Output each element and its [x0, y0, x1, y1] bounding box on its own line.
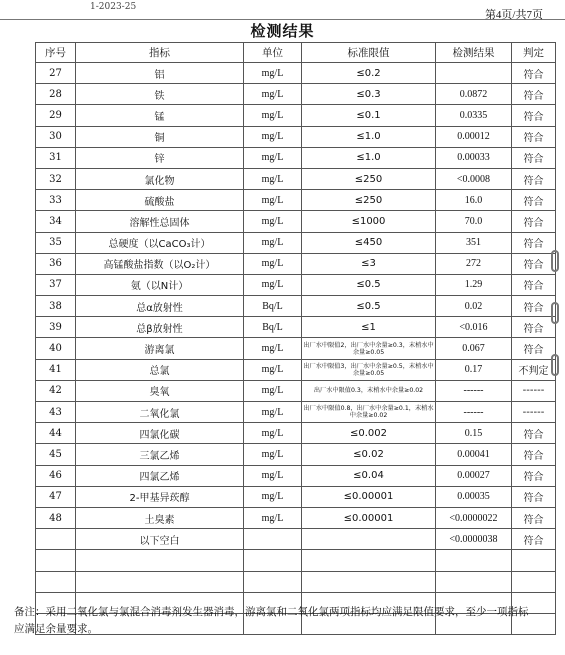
limit-cell: ≤0.1: [302, 105, 436, 126]
limit-cell: 出厂水中限值2，出厂水中余量≥0.3，末梢水中余量≥0.05: [302, 338, 436, 359]
indicator-cell: 游离氯: [76, 338, 244, 359]
limit-cell: ≤1000: [302, 211, 436, 232]
row-number-cell: [36, 550, 76, 571]
table-row: [36, 338, 556, 359]
row-number-cell: 42: [36, 380, 76, 401]
result-cell: 1.29: [436, 274, 512, 295]
row-number-cell: 39: [36, 317, 76, 338]
limit-cell: ≤0.5: [302, 296, 436, 317]
indicator-cell: 总硬度（以CaCO₃计）: [76, 232, 244, 253]
unit-cell: mg/L: [244, 507, 302, 528]
page-indicator: 第4页/共7页: [484, 9, 543, 21]
table-row: [36, 190, 556, 211]
unit-cell: Bq/L: [244, 317, 302, 338]
unit-cell: mg/L: [244, 465, 302, 486]
row-number-cell: 45: [36, 444, 76, 465]
table-row: [36, 63, 556, 84]
row-number-cell: 47: [36, 486, 76, 507]
result-cell: <0.016: [436, 317, 512, 338]
result-cell: 16.0: [436, 190, 512, 211]
row-number-cell: 34: [36, 211, 76, 232]
judgment-cell: 符合: [512, 317, 556, 338]
table-row: [36, 317, 556, 338]
result-cell: 272: [436, 253, 512, 274]
unit-cell: mg/L: [244, 423, 302, 444]
indicator-cell: [76, 550, 244, 571]
result-cell: <0.0000038: [436, 529, 512, 550]
result-cell: 0.00027: [436, 465, 512, 486]
unit-cell: [244, 529, 302, 550]
judgment-cell: 符合: [512, 147, 556, 168]
judgment-cell: 不判定: [512, 359, 556, 380]
judgment-cell: 符合: [512, 465, 556, 486]
page-title: 检测结果: [250, 22, 315, 40]
result-cell: 0.00041: [436, 444, 512, 465]
seal-stamp-edge: [551, 250, 563, 380]
table-row: [36, 465, 556, 486]
result-cell: <0.0000022: [436, 507, 512, 528]
judgment-cell: 符合: [512, 63, 556, 84]
indicator-cell: 总β放射性: [76, 317, 244, 338]
limit-cell: ≤0.002: [302, 423, 436, 444]
judgment-cell: 符合: [512, 211, 556, 232]
table-row: [36, 571, 556, 592]
row-number-cell: 32: [36, 168, 76, 189]
unit-cell: mg/L: [244, 84, 302, 105]
row-number-cell: 37: [36, 274, 76, 295]
row-number-cell: 33: [36, 190, 76, 211]
indicator-cell: 三氯乙烯: [76, 444, 244, 465]
limit-cell: ≤1.0: [302, 147, 436, 168]
judgment-cell: ------: [512, 380, 556, 401]
table-row: [36, 126, 556, 147]
result-cell: [436, 550, 512, 571]
unit-cell: mg/L: [244, 168, 302, 189]
limit-cell: ≤3: [302, 253, 436, 274]
result-cell: 0.0335: [436, 105, 512, 126]
limit-cell: [302, 550, 436, 571]
row-number-cell: 29: [36, 105, 76, 126]
judgment-cell: 符合: [512, 168, 556, 189]
result-cell: 0.02: [436, 296, 512, 317]
judgment-cell: 符合: [512, 507, 556, 528]
table-row: [36, 105, 556, 126]
indicator-cell: 总氯: [76, 359, 244, 380]
row-number-cell: 35: [36, 232, 76, 253]
unit-cell: mg/L: [244, 232, 302, 253]
indicator-cell: 铝: [76, 63, 244, 84]
unit-cell: mg/L: [244, 486, 302, 507]
unit-cell: Bq/L: [244, 296, 302, 317]
judgment-cell: [512, 550, 556, 571]
unit-cell: [244, 550, 302, 571]
row-number-cell: 28: [36, 84, 76, 105]
unit-cell: [244, 571, 302, 592]
result-cell: <0.0008: [436, 168, 512, 189]
table-row: [36, 359, 556, 380]
table-row: [36, 168, 556, 189]
column-header-indicator: 指标: [76, 43, 244, 63]
unit-cell: mg/L: [244, 190, 302, 211]
table-row: [36, 402, 556, 423]
unit-cell: mg/L: [244, 338, 302, 359]
indicator-cell: 四氯化碳: [76, 423, 244, 444]
limit-cell: 出厂水中限值0.3，末梢水中余量≥0.02: [302, 380, 436, 401]
limit-cell: ≤0.02: [302, 444, 436, 465]
indicator-cell: 高锰酸盐指数（以O₂计）: [76, 253, 244, 274]
result-cell: 0.00033: [436, 147, 512, 168]
unit-cell: mg/L: [244, 147, 302, 168]
judgment-cell: [512, 571, 556, 592]
indicator-cell: 硫酸盐: [76, 190, 244, 211]
indicator-cell: 二氧化氯: [76, 402, 244, 423]
judgment-cell: 符合: [512, 190, 556, 211]
judgment-cell: 符合: [512, 274, 556, 295]
row-number-cell: 43: [36, 402, 76, 423]
table-row: [36, 486, 556, 507]
indicator-cell: 四氯乙烯: [76, 465, 244, 486]
result-cell: 0.067: [436, 338, 512, 359]
table-body: [36, 63, 556, 635]
unit-cell: mg/L: [244, 359, 302, 380]
judgment-cell: 符合: [512, 296, 556, 317]
result-cell: ------: [436, 380, 512, 401]
table-row: [36, 232, 556, 253]
result-cell: 0.00012: [436, 126, 512, 147]
unit-cell: mg/L: [244, 253, 302, 274]
table-row: [36, 147, 556, 168]
row-number-cell: 27: [36, 63, 76, 84]
judgment-cell: 符合: [512, 529, 556, 550]
result-cell: 0.17: [436, 359, 512, 380]
unit-cell: mg/L: [244, 126, 302, 147]
judgment-cell: 符合: [512, 126, 556, 147]
unit-cell: mg/L: [244, 444, 302, 465]
row-number-cell: 48: [36, 507, 76, 528]
result-cell: 0.0872: [436, 84, 512, 105]
table-row: [36, 84, 556, 105]
footnote: 备注：采用二氧化氯与氯混合消毒剂发生器消毒，游离氯和二氧化氯两项指标均应满足限值要求，至少一项指标应满足余量要求。: [14, 606, 529, 635]
column-header-no: 序号: [36, 43, 76, 63]
indicator-cell: 臭氧: [76, 380, 244, 401]
indicator-cell: [76, 571, 244, 592]
indicator-cell: 铁: [76, 84, 244, 105]
limit-cell: ≤0.00001: [302, 507, 436, 528]
judgment-cell: 符合: [512, 486, 556, 507]
limit-cell: ≤0.04: [302, 465, 436, 486]
row-number-cell: [36, 529, 76, 550]
judgment-cell: 符合: [512, 444, 556, 465]
indicator-cell: 锌: [76, 147, 244, 168]
indicator-cell: 2-甲基异莰醇: [76, 486, 244, 507]
indicator-cell: 锰: [76, 105, 244, 126]
limit-cell: ≤0.3: [302, 84, 436, 105]
indicator-cell: 总α放射性: [76, 296, 244, 317]
row-number-cell: 36: [36, 253, 76, 274]
report-number-fragment: 1-2023-25: [90, 2, 137, 12]
judgment-cell: 符合: [512, 232, 556, 253]
table-row: [36, 550, 556, 571]
unit-cell: mg/L: [244, 274, 302, 295]
limit-cell: ≤250: [302, 168, 436, 189]
limit-cell: ≤450: [302, 232, 436, 253]
table-row: [36, 211, 556, 232]
table-header-row: [36, 43, 556, 63]
table-row: [36, 253, 556, 274]
limit-cell: 出厂水中限值0.8，出厂水中余量≥0.1，末梢水中余量≥0.02: [302, 402, 436, 423]
table-row: [36, 507, 556, 528]
column-header-judgment: 判定: [512, 43, 556, 63]
table-row: [36, 380, 556, 401]
unit-cell: mg/L: [244, 105, 302, 126]
row-number-cell: 31: [36, 147, 76, 168]
result-cell: 70.0: [436, 211, 512, 232]
limit-cell: ≤1.0: [302, 126, 436, 147]
column-header-unit: 单位: [244, 43, 302, 63]
limit-cell: ≤250: [302, 190, 436, 211]
unit-cell: mg/L: [244, 380, 302, 401]
table-row: [36, 274, 556, 295]
judgment-cell: 符合: [512, 423, 556, 444]
result-cell: 0.00035: [436, 486, 512, 507]
limit-cell: ≤0.00001: [302, 486, 436, 507]
results-table: [35, 42, 556, 635]
indicator-cell: 土臭素: [76, 507, 244, 528]
column-header-result: 检测结果: [436, 43, 512, 63]
table-row: [36, 444, 556, 465]
table-row: [36, 296, 556, 317]
limit-cell: [302, 529, 436, 550]
limit-cell: ≤0.5: [302, 274, 436, 295]
indicator-cell: 氯化物: [76, 168, 244, 189]
indicator-cell: 氨（以N计）: [76, 274, 244, 295]
judgment-cell: ------: [512, 402, 556, 423]
table-row: [36, 529, 556, 550]
row-number-cell: 44: [36, 423, 76, 444]
unit-cell: mg/L: [244, 211, 302, 232]
row-number-cell: 46: [36, 465, 76, 486]
unit-cell: mg/L: [244, 63, 302, 84]
result-cell: 351: [436, 232, 512, 253]
row-number-cell: 30: [36, 126, 76, 147]
judgment-cell: 符合: [512, 253, 556, 274]
table-row: [36, 423, 556, 444]
indicator-cell: 铜: [76, 126, 244, 147]
column-header-limit: 标准限值: [302, 43, 436, 63]
result-cell: ------: [436, 402, 512, 423]
row-number-cell: 41: [36, 359, 76, 380]
judgment-cell: 符合: [512, 84, 556, 105]
indicator-cell: 以下空白: [76, 529, 244, 550]
limit-cell: 出厂水中限值3，出厂水中余量≥0.5，末梢水中余量≥0.05: [302, 359, 436, 380]
unit-cell: mg/L: [244, 402, 302, 423]
limit-cell: ≤1: [302, 317, 436, 338]
row-number-cell: [36, 571, 76, 592]
result-cell: [436, 63, 512, 84]
result-cell: [436, 571, 512, 592]
row-number-cell: 38: [36, 296, 76, 317]
judgment-cell: 符合: [512, 338, 556, 359]
judgment-cell: 符合: [512, 105, 556, 126]
row-number-cell: 40: [36, 338, 76, 359]
limit-cell: [302, 571, 436, 592]
header-rule: [0, 0, 565, 20]
result-cell: 0.15: [436, 423, 512, 444]
limit-cell: ≤0.2: [302, 63, 436, 84]
indicator-cell: 溶解性总固体: [76, 211, 244, 232]
